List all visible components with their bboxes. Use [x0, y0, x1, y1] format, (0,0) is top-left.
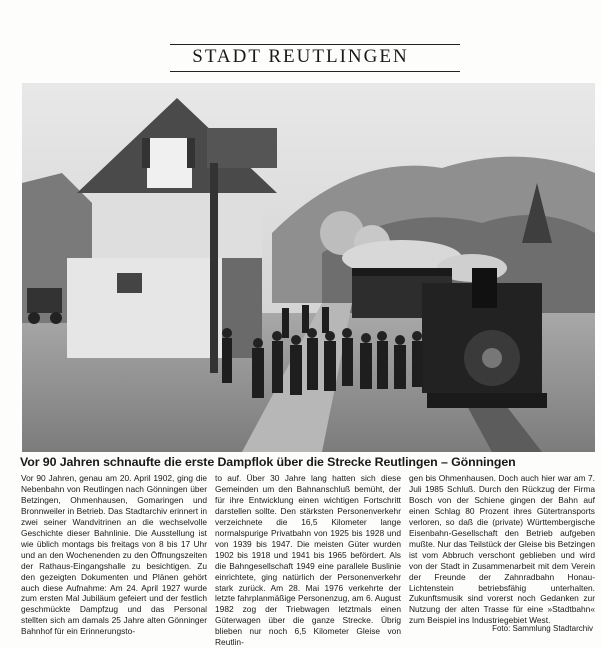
article-column-3: gen bis Ohmenhausen. Doch auch hier war am 7. Juli 1985 Schluß. Durch den Rückzug der Firma Bosch von der Schiene gingen der Bahn auf einen Schlag 80 Prozent ihres Gütertransports verloren, so daß die (private) Württembergische Eisenbahn-Gesellschaft den Betrieb aufgeben mußte. Nur das Teilstück der Gleise bis Betzingen ist vom Abbruch verschont geblieben und wird von der Stadt in Zusammenarbeit mit dem Verein der Freunde der Zahnradbahn Honau-Lichtenstein betriebsfähig unterhalten. Zukunftsmusik sind vorerst noch Gedanken zur Nutzung der alten Trasse für eine »Stadtbahn« zum Beispiel ins Industriegebiet West. [409, 473, 595, 626]
article-headline: Vor 90 Jahren schnaufte die erste Dampflok über die Strecke Reutlingen – Gönningen [20, 455, 516, 469]
header-rule-top [170, 44, 460, 45]
article-column-2: to auf. Über 30 Jahre lang hatten sich diese Gemeinden um den Bahnanschluß bemüht, der für ihre Entwicklung einen wichtigen Fortschritt darstellen sollte. Den stärksten Personenverkehr verzeichnete die 16,5 Kilometer lange normalspurige Privatbahn von 1925 bis 1928 und von 1939 bis 1947. Die meisten Güter wurden 1902 bis 1918 und 1941 bis 1965 befördert. Als die Bahngesellschaft 1949 eine parallele Buslinie einrichtete, ging natürlich der Personenverkehr stark zurück. Am 28. Mai 1976 verkehrte der letzte fahrplanmäßige Personenzug, am 6. August 1982 zog der Triebwagen letztmals einen Güterwagen über die ganze Strecke. Übrig blieben nur noch 6,5 Kilometer Gleise von Reutlin- [215, 473, 401, 648]
photo-credit: Foto: Sammlung Stadtarchiv [492, 624, 593, 633]
historic-train-station-photo [22, 83, 595, 452]
article-column-1: Vor 90 Jahren, genau am 20. April 1902, ging die Nebenbahn von Reutlingen nach Gönningen über Betzingen, Ohmenhausen, Gomaringen und Bronnweiler in Betrieb. Das Stadtarchiv erinnert in zwei seiner Wandvitrinen an die wechselvolle Geschichte dieser Bahnlinie. Die Ausstellung ist wie üblich montags bis freitags von 8 bis 17 Uhr und an den Wochenenden zu den Öffnungszeiten der Rathaus-Eingangshalle zu besichtigen. Zu den gezeigten Dokumenten und Plänen gehört auch diese Aufnahme: Am 24. April 1927 wurde zum ersten Mal Jubiläum gefeiert und der festlich geschmückte Dampfzug und das Personal stellten sich am damals 25 Jahre alten Gönninger Bahnhof für ein Erinnerungsto- [21, 473, 207, 637]
newspaper-section-title: STADT REUTLINGEN [192, 46, 409, 67]
header-rule-bottom [170, 71, 460, 72]
